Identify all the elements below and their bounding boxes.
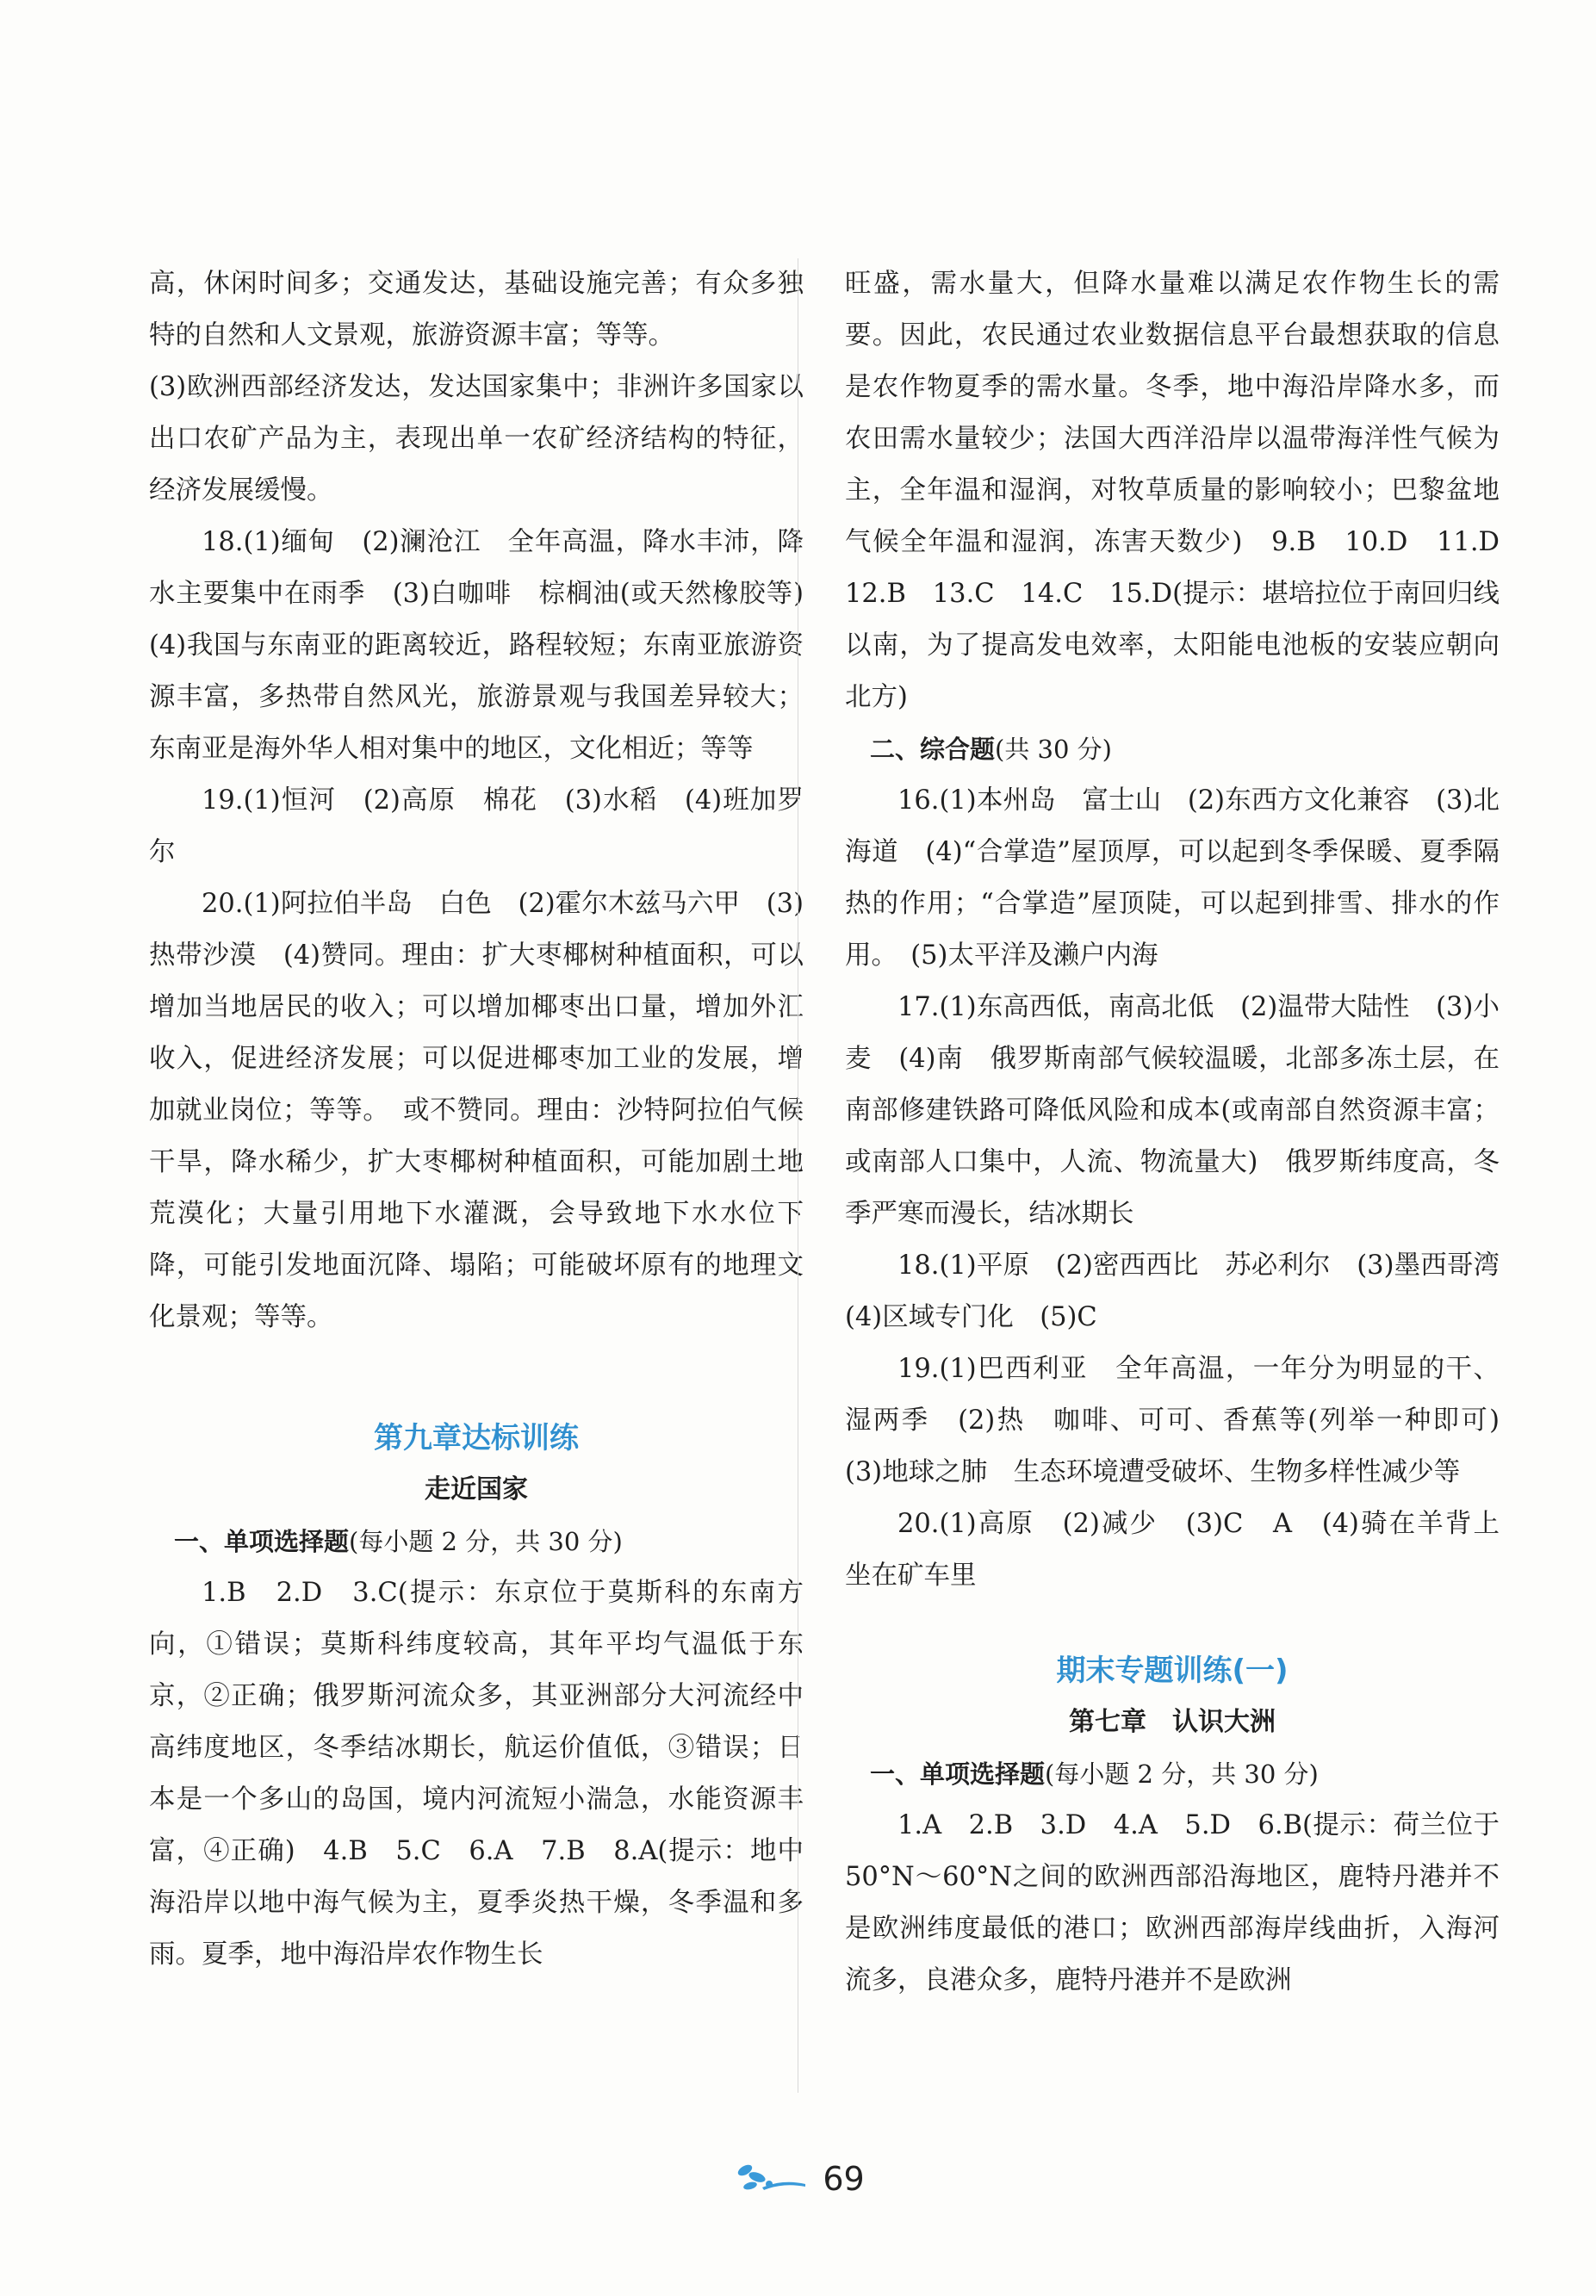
heading-note: (每小题 2 分，共 30 分): [349, 1527, 623, 1556]
heading-note: (共 30 分): [995, 735, 1112, 764]
section-title: 第九章达标训练: [374, 1421, 579, 1455]
heading-label: 二、综合题: [870, 735, 996, 764]
answer-19: 19.(1)巴西利亚 全年高温，一年分为明显的干、湿两季 (2)热 咖啡、可可、香蕉等(列举一种即可) (3)地球之肺 生态环境遭受破坏、生物多样性减少等: [845, 1354, 1526, 1487]
page-footer: [0, 2153, 1596, 2205]
answer-19: 19.(1)恒河 (2)高原 棉花 (3)水稻 (4)班加罗尔: [149, 785, 804, 867]
question-heading: [149, 1516, 804, 1567]
leaf-logo-icon: [731, 2158, 809, 2200]
answer-16: 16.(1)本州岛 富士山 (2)东西方文化兼容 (3)北海道 (4)“合掌造”屋顶厚，可以起到冬季保暖、夏季隔热的作用；“合掌造”屋顶陡，可以起到排雪、排水的作用。 (5)太平洋及濑户内海: [845, 785, 1500, 971]
right-column: [845, 258, 1526, 2007]
answers-1-8: 1.B 2.D 3.C(提示：东京位于莫斯科的东南方向，①错误；莫斯科纬度较高，其年平均气温低于东京，②正确；俄罗斯河流众多，其亚洲部分大河流经中高纬度地区，冬季结冰期长，航运价值低，③错误；日本是一个多山的岛国，境内河流短小湍急，水能资源丰富，④正确) 4.B 5.C 6.A 7.B 8.A(提示：地中海沿岸以地中海气候为主，夏季炎热干燥，冬季温和多雨。夏季，地中海沿岸农作物生长: [149, 1578, 804, 1970]
question-heading: [845, 1748, 1500, 1800]
heading-label: 一、单项选择题: [174, 1527, 350, 1556]
section-title: 期末专题训练(一): [1056, 1654, 1289, 1688]
page-number: 69: [823, 2160, 865, 2198]
answer-18: 18.(1)平原 (2)密西西比 苏必利尔 (3)墨西哥湾 (4)区域专门化 (5)C: [845, 1250, 1526, 1332]
answers-1-6: 1.A 2.B 3.D 4.A 5.D 6.B(提示：荷兰位于50°N～60°N之间的欧洲西部沿海地区，鹿特丹港并不是欧洲纬度最低的港口；欧洲西部海岸线曲折，入海河流多，良港众多，鹿特丹港并不是欧洲: [845, 1810, 1500, 1995]
question-heading: [845, 723, 1500, 775]
section-subtitle: 第七章 认识大洲: [1069, 1707, 1276, 1737]
answer-18: 18.(1)缅甸 (2)澜沧江 全年高温，降水丰沛，降水主要集中在雨季 (3)白咖啡 棕榈油(或天然橡胶等) (4)我国与东南亚的距离较近，路程较短；东南亚旅游资源丰富，多热带自然风光，旅游景观与我国差异较大；东南亚是海外华人相对集中的地区，文化相近；等等: [149, 527, 830, 764]
answer-20: 20.(1)高原 (2)减少 (3)C A (4)骑在羊背上 坐在矿车里: [845, 1509, 1526, 1591]
section-subtitle: 走近国家: [425, 1474, 528, 1505]
heading-label: 一、单项选择题: [870, 1759, 1046, 1789]
answer-17: 17.(1)东高西低，南高北低 (2)温带大陆性 (3)小麦 (4)南 俄罗斯南部气候较温暖，北部多冻土层，在南部修建铁路可降低风险和成本(或南部自然资源丰富；或南部人口集中，人流、物流量大) 俄罗斯纬度高，冬季严寒而漫长，结冰期长: [845, 992, 1500, 1229]
right-paragraph: 旺盛，需水量大，但降水量难以满足农作物生长的需要。因此，农民通过农业数据信息平台最想获取的信息是农作物夏季的需水量。冬季，地中海沿岸降水多，而农田需水量较少；法国大西洋沿岸以温带海洋性气候为主，全年温和湿润，对牧草质量的影响较小；巴黎盆地气候全年温和湿润，冻害天数少) 9.B 10.D 11.D 12.B 13.C 14.C 15.D(提示：堪培拉位于南回归线以南，为了提高发电效率，太阳能电池板的安装应朝向北方): [845, 269, 1526, 712]
left-paragraph: 高，休闲时间多；交通发达，基础设施完善；有众多独特的自然和人文景观，旅游资源丰富；等等。: [149, 269, 804, 351]
heading-note: (每小题 2 分，共 30 分): [1045, 1759, 1319, 1789]
answer-20: 20.(1)阿拉伯半岛 白色 (2)霍尔木兹马六甲 (3)热带沙漠 (4)赞同。理由：扩大枣椰树种植面积，可以增加当地居民的收入；可以增加椰枣出口量，增加外汇收入，促进经济发展；可以促进椰枣加工业的发展，增加就业岗位；等等。 或不赞同。理由：沙特阿拉伯气候干旱，降水稀少，扩大枣椰树种植面积，可能加剧土地荒漠化；大量引用地下水灌溉，会导致地下水水位下降，可能引发地面沉降、塌陷；可能破坏原有的地理文化景观；等等。: [149, 889, 804, 1332]
left-column: [149, 258, 830, 1981]
left-paragraph: (3)欧洲西部经济发达，发达国家集中；非洲许多国家以出口农矿产品为主，表现出单一农矿经济结构的特征，经济发展缓慢。: [149, 372, 804, 506]
